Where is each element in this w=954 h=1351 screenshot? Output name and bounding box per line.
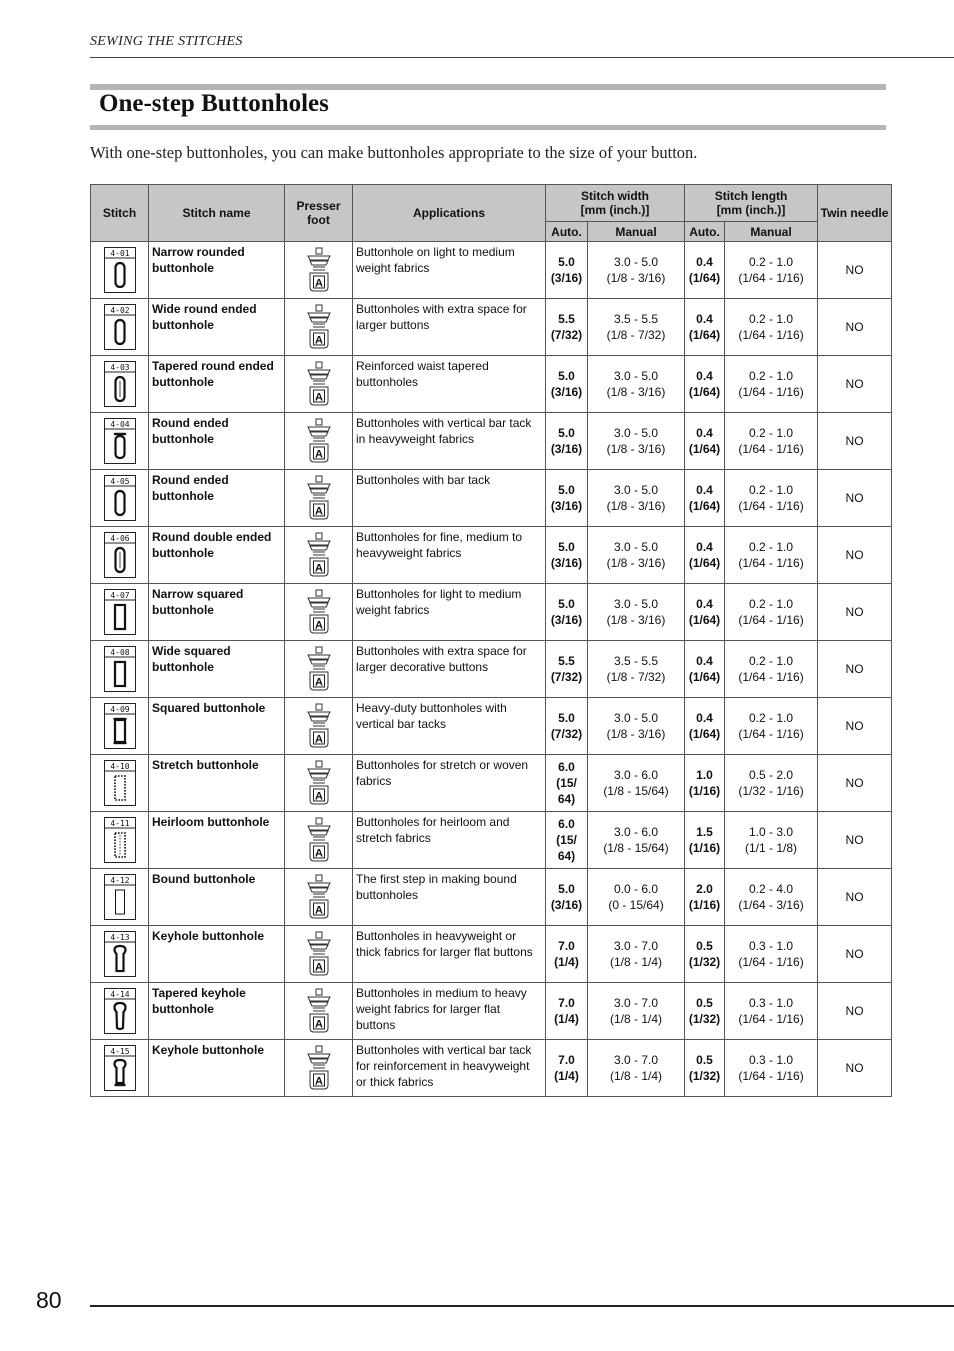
header-rule [90,57,954,58]
stitch-code: 4-01 [109,249,130,258]
stitch-icon [104,589,136,635]
width-auto: 5.5 (7/32) [546,641,588,698]
header-stitch-name: Stitch name [149,185,285,242]
intro-text: With one-step buttonholes, you can make buttonholes appropriate to the size of your button. [90,143,698,162]
length-manual: 0.2 - 1.0 (1/64 - 1/16) [725,299,818,356]
width-auto: 6.0 (15/ 64) [546,755,588,812]
presser-foot-icon [304,532,334,578]
application-text: Buttonholes for light to medium weight fabrics [353,584,546,641]
presser-foot-letter: A [314,790,323,803]
presser-foot-icon [304,589,334,635]
stitch-name: Round ended buttonhole [149,470,285,527]
stitch-code: 4-05 [109,477,130,486]
stitch-icon [104,817,136,863]
length-manual: 0.2 - 4.0 (1/64 - 3/16) [725,869,818,926]
presser-foot-letter: A [314,334,323,347]
table-row [91,299,892,356]
running-head: SEWING THE STITCHES [90,34,243,49]
length-auto: 0.4 (1/64) [685,299,725,356]
stitch-cell [91,299,149,356]
presser-foot-icon [304,1045,334,1091]
stitch-cell [91,983,149,1040]
length-manual: 0.2 - 1.0 (1/64 - 1/16) [725,527,818,584]
width-auto: 5.0 (3/16) [546,584,588,641]
stitch-name: Keyhole buttonhole [149,1040,285,1097]
presser-foot-cell [285,1040,353,1097]
length-manual: 0.2 - 1.0 (1/64 - 1/16) [725,584,818,641]
twin-needle: NO [818,242,892,299]
table-row [91,242,892,299]
twin-needle: NO [818,698,892,755]
length-manual: 1.0 - 3.0 (1/1 - 1/8) [725,812,818,869]
stitch-name: Narrow rounded buttonhole [149,242,285,299]
presser-foot-letter: A [314,733,323,746]
length-auto: 1.5 (1/16) [685,812,725,869]
length-auto: 0.4 (1/64) [685,527,725,584]
width-manual: 3.0 - 6.0 (1/8 - 15/64) [588,755,685,812]
stitch-code: 4-03 [109,363,130,372]
application-text: Buttonholes for heirloom and stretch fabrics [353,812,546,869]
twin-needle: NO [818,584,892,641]
length-manual: 0.5 - 2.0 (1/32 - 1/16) [725,755,818,812]
stitch-code: 4-06 [109,534,130,543]
length-auto: 0.4 (1/64) [685,242,725,299]
header-twin-needle: Twin needle [818,185,892,242]
twin-needle: NO [818,812,892,869]
application-text: Buttonhole on light to medium weight fabrics [353,242,546,299]
stitch-name: Round ended buttonhole [149,413,285,470]
twin-needle: NO [818,983,892,1040]
table-row [91,926,892,983]
presser-foot-icon [304,931,334,977]
presser-foot-letter: A [314,1018,323,1031]
application-text: Buttonholes with vertical bar tack in heavyweight fabrics [353,413,546,470]
table-row [91,755,892,812]
twin-needle: NO [818,356,892,413]
presser-foot-letter: A [314,562,323,575]
length-auto: 0.5 (1/32) [685,983,725,1040]
table-row [91,470,892,527]
width-manual: 3.0 - 7.0 (1/8 - 1/4) [588,1040,685,1097]
presser-foot-icon [304,418,334,464]
stitch-cell [91,755,149,812]
stitch-name: Stretch buttonhole [149,755,285,812]
width-auto: 5.0 (3/16) [546,527,588,584]
stitch-name: Round double ended buttonhole [149,527,285,584]
stitch-cell [91,698,149,755]
table-row [91,869,892,926]
presser-foot-cell [285,299,353,356]
header-stitch-length: Stitch length [mm (inch.)] [685,185,818,222]
twin-needle: NO [818,641,892,698]
twin-needle: NO [818,869,892,926]
presser-foot-cell [285,755,353,812]
presser-foot-cell [285,242,353,299]
footer-rule [90,1305,954,1307]
presser-foot-icon [304,646,334,692]
stitch-code: 4-07 [109,591,130,600]
application-text: Reinforced waist tapered buttonholes [353,356,546,413]
length-auto: 0.5 (1/32) [685,926,725,983]
length-manual: 0.2 - 1.0 (1/64 - 1/16) [725,698,818,755]
page-number: 80 [36,1287,62,1313]
width-auto: 7.0 (1/4) [546,1040,588,1097]
application-text: Buttonholes for stretch or woven fabrics [353,755,546,812]
presser-foot-cell [285,698,353,755]
length-manual: 0.3 - 1.0 (1/64 - 1/16) [725,1040,818,1097]
stitch-cell [91,1040,149,1097]
length-manual: 0.2 - 1.0 (1/64 - 1/16) [725,242,818,299]
twin-needle: NO [818,926,892,983]
stitch-cell [91,356,149,413]
presser-foot-letter: A [314,676,323,689]
table-row [91,641,892,698]
stitch-code: 4-02 [109,306,130,315]
stitch-icon [104,646,136,692]
length-manual: 0.2 - 1.0 (1/64 - 1/16) [725,641,818,698]
presser-foot-letter: A [314,619,323,632]
header-stitch-width: Stitch width [mm (inch.)] [546,185,685,222]
presser-foot-letter: A [314,1075,323,1088]
header-applications: Applications [353,185,546,242]
stitch-name: Tapered round ended buttonhole [149,356,285,413]
presser-foot-letter: A [314,961,323,974]
stitch-code: 4-08 [109,648,130,657]
presser-foot-letter: A [314,448,323,461]
table-row [91,356,892,413]
header-width-auto: Auto. [546,222,588,242]
width-manual: 3.0 - 5.0 (1/8 - 3/16) [588,356,685,413]
stitch-cell [91,413,149,470]
width-manual: 3.0 - 5.0 (1/8 - 3/16) [588,527,685,584]
presser-foot-letter: A [314,277,323,290]
width-manual: 3.0 - 6.0 (1/8 - 15/64) [588,812,685,869]
stitch-cell [91,869,149,926]
presser-foot-letter: A [314,505,323,518]
presser-foot-cell [285,356,353,413]
presser-foot-icon [304,760,334,806]
stitch-icon [104,418,136,464]
width-manual: 3.0 - 7.0 (1/8 - 1/4) [588,926,685,983]
presser-foot-cell [285,584,353,641]
length-auto: 0.4 (1/64) [685,356,725,413]
header-presser-foot: Presser foot [285,185,353,242]
width-auto: 5.0 (3/16) [546,242,588,299]
width-auto: 5.5 (7/32) [546,299,588,356]
width-manual: 3.0 - 5.0 (1/8 - 3/16) [588,242,685,299]
stitch-name: Bound buttonhole [149,869,285,926]
stitch-icon [104,532,136,578]
header-length-manual: Manual [725,222,818,242]
presser-foot-cell [285,926,353,983]
length-auto: 0.4 (1/64) [685,413,725,470]
twin-needle: NO [818,1040,892,1097]
stitch-icon [104,304,136,350]
page-title: One-step Buttonholes [99,90,329,117]
presser-foot-icon [304,361,334,407]
application-text: Buttonholes with extra space for larger decorative buttons [353,641,546,698]
presser-foot-icon [304,988,334,1034]
width-auto: 7.0 (1/4) [546,926,588,983]
application-text: Buttonholes in medium to heavy weight fabrics for larger flat buttons [353,983,546,1040]
width-auto: 7.0 (1/4) [546,983,588,1040]
width-auto: 5.0 (3/16) [546,869,588,926]
header-stitch: Stitch [91,185,149,242]
application-text: Buttonholes for fine, medium to heavyweight fabrics [353,527,546,584]
stitch-name: Heirloom buttonhole [149,812,285,869]
table-row [91,1040,892,1097]
stitch-code: 4-10 [109,762,130,771]
stitch-cell [91,470,149,527]
twin-needle: NO [818,527,892,584]
table-row [91,584,892,641]
table-row [91,983,892,1040]
presser-foot-cell [285,869,353,926]
width-manual: 3.0 - 5.0 (1/8 - 3/16) [588,698,685,755]
presser-foot-icon [304,304,334,350]
stitch-name: Keyhole buttonhole [149,926,285,983]
twin-needle: NO [818,299,892,356]
stitch-icon [104,931,136,977]
width-manual: 3.0 - 5.0 (1/8 - 3/16) [588,470,685,527]
stitch-icon [104,988,136,1034]
presser-foot-letter: A [314,904,323,917]
length-manual: 0.2 - 1.0 (1/64 - 1/16) [725,356,818,413]
application-text: Buttonholes with bar tack [353,470,546,527]
presser-foot-letter: A [314,391,323,404]
application-text: Buttonholes with extra space for larger buttons [353,299,546,356]
length-manual: 0.2 - 1.0 (1/64 - 1/16) [725,470,818,527]
width-auto: 6.0 (15/ 64) [546,812,588,869]
presser-foot-icon [304,703,334,749]
presser-foot-cell [285,413,353,470]
stitch-code: 4-09 [109,705,130,714]
stitch-code: 4-13 [109,933,130,942]
stitch-icon [104,760,136,806]
presser-foot-cell [285,641,353,698]
length-auto: 0.4 (1/64) [685,641,725,698]
presser-foot-cell [285,983,353,1040]
width-auto: 5.0 (7/32) [546,698,588,755]
length-manual: 0.3 - 1.0 (1/64 - 1/16) [725,926,818,983]
stitch-name: Wide squared buttonhole [149,641,285,698]
table-row [91,698,892,755]
length-manual: 0.2 - 1.0 (1/64 - 1/16) [725,413,818,470]
presser-foot-icon [304,475,334,521]
table-row [91,413,892,470]
table-body [91,242,892,1097]
presser-foot-cell [285,812,353,869]
twin-needle: NO [818,755,892,812]
presser-foot-icon [304,817,334,863]
stitch-name: Tapered keyhole buttonhole [149,983,285,1040]
stitch-name: Wide round ended buttonhole [149,299,285,356]
table-row [91,812,892,869]
stitch-code: 4-12 [109,876,130,885]
width-manual: 3.5 - 5.5 (1/8 - 7/32) [588,299,685,356]
twin-needle: NO [818,413,892,470]
width-manual: 3.0 - 5.0 (1/8 - 3/16) [588,584,685,641]
stitch-icon [104,874,136,920]
application-text: Buttonholes in heavyweight or thick fabrics for larger flat buttons [353,926,546,983]
application-text: Buttonholes with vertical bar tack for reinforcement in heavyweight or thick fabrics [353,1040,546,1097]
header-length-auto: Auto. [685,222,725,242]
application-text: Heavy-duty buttonholes with vertical bar tacks [353,698,546,755]
width-manual: 0.0 - 6.0 (0 - 15/64) [588,869,685,926]
presser-foot-letter: A [314,847,323,860]
stitch-icon [104,475,136,521]
stitch-name: Squared buttonhole [149,698,285,755]
buttonhole-table [90,184,892,1097]
stitch-cell [91,641,149,698]
length-auto: 0.4 (1/64) [685,584,725,641]
stitch-icon [104,247,136,293]
width-manual: 3.0 - 5.0 (1/8 - 3/16) [588,413,685,470]
stitch-name: Narrow squared buttonhole [149,584,285,641]
presser-foot-icon [304,247,334,293]
length-auto: 1.0 (1/16) [685,755,725,812]
length-auto: 0.4 (1/64) [685,470,725,527]
length-auto: 0.4 (1/64) [685,698,725,755]
title-bar-bottom [90,125,886,130]
stitch-code: 4-04 [109,420,130,429]
stitch-cell [91,242,149,299]
stitch-cell [91,527,149,584]
presser-foot-cell [285,527,353,584]
table-row [91,527,892,584]
header-width-manual: Manual [588,222,685,242]
width-manual: 3.0 - 7.0 (1/8 - 1/4) [588,983,685,1040]
stitch-cell [91,812,149,869]
twin-needle: NO [818,470,892,527]
width-manual: 3.5 - 5.5 (1/8 - 7/32) [588,641,685,698]
stitch-code: 4-14 [109,990,130,999]
length-manual: 0.3 - 1.0 (1/64 - 1/16) [725,983,818,1040]
presser-foot-cell [285,470,353,527]
width-auto: 5.0 (3/16) [546,470,588,527]
length-auto: 0.5 (1/32) [685,1040,725,1097]
application-text: The first step in making bound buttonholes [353,869,546,926]
width-auto: 5.0 (3/16) [546,413,588,470]
stitch-code: 4-15 [109,1047,130,1056]
stitch-icon [104,703,136,749]
stitch-cell [91,584,149,641]
length-auto: 2.0 (1/16) [685,869,725,926]
presser-foot-icon [304,874,334,920]
width-auto: 5.0 (3/16) [546,356,588,413]
stitch-code: 4-11 [109,819,130,828]
stitch-icon [104,361,136,407]
stitch-icon [104,1045,136,1091]
stitch-cell [91,926,149,983]
